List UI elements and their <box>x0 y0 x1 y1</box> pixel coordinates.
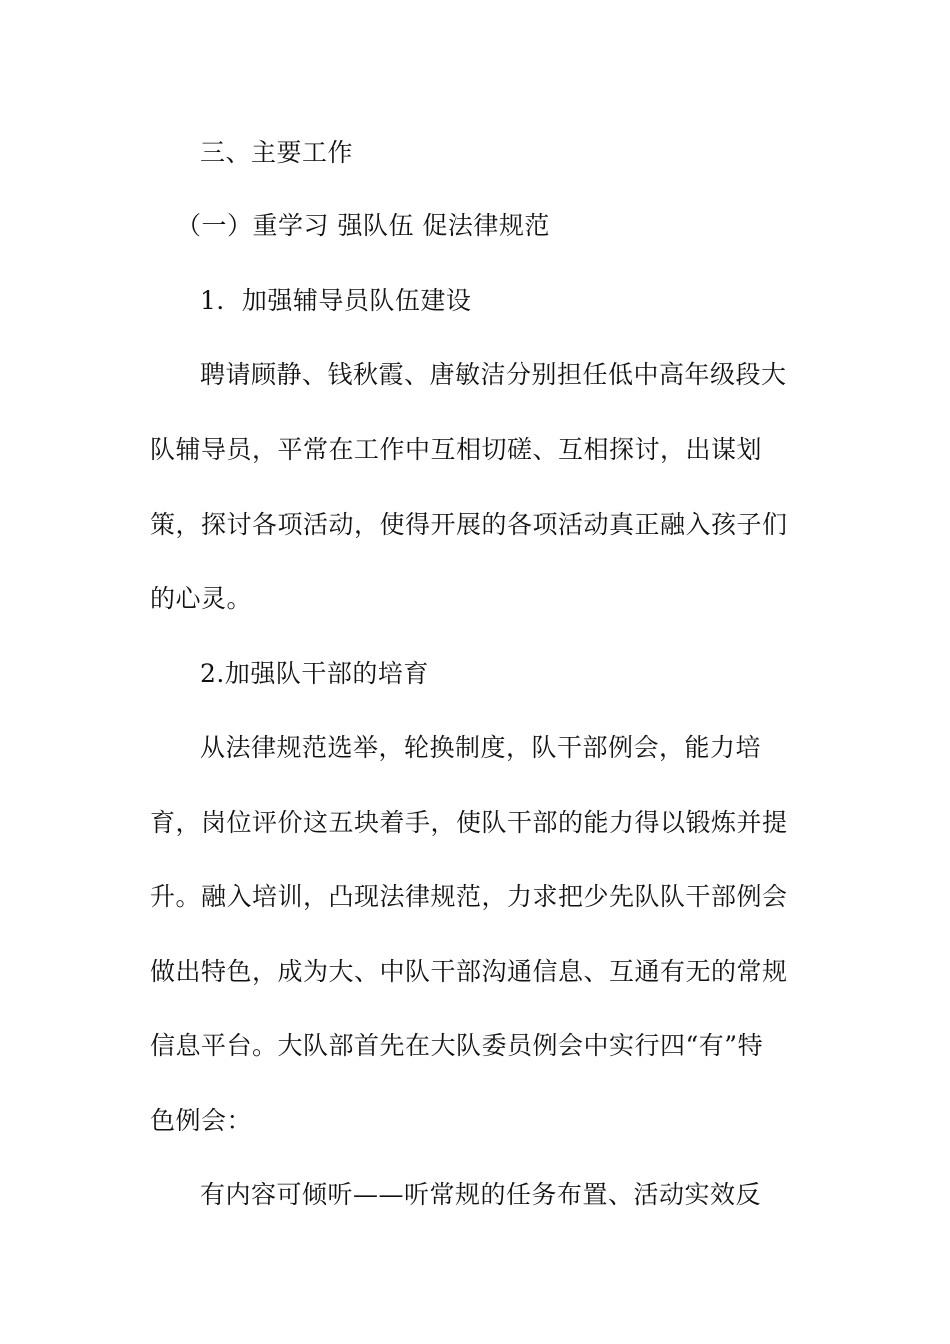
subsection-heading: （一）重学习 强队伍 促法律规范 <box>176 211 550 240</box>
paragraph-line: 升。融入培训，凸现法律规范，力求把少先队队干部例会 <box>150 882 788 911</box>
paragraph-line: 育，岗位评价这五块着手，使队干部的能力得以锻炼并提 <box>150 808 788 837</box>
paragraph-line: 信息平台。大队部首先在大队委员例会中实行四“有”特 <box>150 1031 764 1060</box>
paragraph-line: 做出特色，成为大、中队干部沟通信息、互通有无的常规 <box>150 957 788 986</box>
paragraph-line: 有内容可倾听——听常规的任务布置、活动实效反 <box>200 1180 762 1209</box>
paragraph-line: 策，探讨各项活动，使得开展的各项活动真正融入孩子们 <box>150 510 788 539</box>
item-heading-2: 2.加强队干部的培育 <box>200 659 429 688</box>
paragraph-line: 队辅导员，平常在工作中互相切磋、互相探讨，出谋划 <box>150 435 763 464</box>
paragraph-line: 的心灵。 <box>150 584 253 613</box>
section-heading: 三、主要工作 <box>200 138 354 167</box>
item-heading-1: 1．加强辅导员队伍建设 <box>200 286 472 315</box>
paragraph-line: 聘请顾静、钱秋霞、唐敏洁分别担任低中高年级段大 <box>200 360 787 389</box>
paragraph-line: 从法律规范选举，轮换制度，队干部例会，能力培 <box>200 733 762 762</box>
paragraph-line: 色例会： <box>150 1106 253 1135</box>
